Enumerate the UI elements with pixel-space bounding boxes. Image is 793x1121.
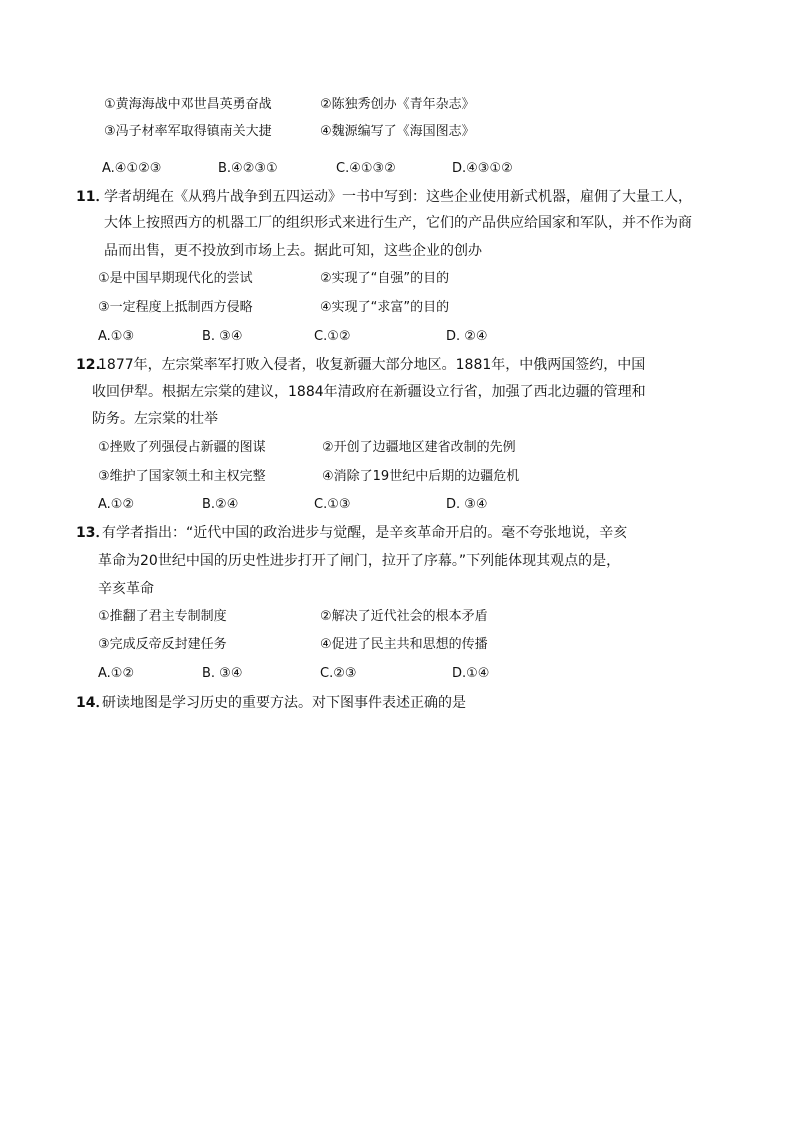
q10-statement-1: ①黄海海战中邓世昌英勇奋战 xyxy=(104,97,272,112)
q10-statement-3: ③冯子材率军取得镇南关大捷 xyxy=(104,124,272,139)
q10-choice-d: D.④③①② xyxy=(452,161,513,176)
q12-stem-line-2: 收回伊犁。根据左宗棠的建议，1884年清政府在新疆设立行省，加强了西北边疆的管理和 xyxy=(92,384,646,400)
q11-choice-c: C.①② xyxy=(314,329,351,344)
q11-choice-d: D. ②④ xyxy=(446,329,488,344)
q11-stem-line-2: 大体上按照西方的机器工厂的组织形式来进行生产，它们的产品供应给国家和军队，并不作为商 xyxy=(104,215,692,231)
q13-statement-4: ④促进了民主共和思想的传播 xyxy=(320,637,488,652)
q14-stem: 研读地图是学习历史的重要方法。对下图事件表述正确的是 xyxy=(102,695,466,711)
q11-choice-b: B. ③④ xyxy=(202,329,243,344)
q13-statement-2: ②解决了近代社会的根本矛盾 xyxy=(320,609,488,624)
q12-number: 12. xyxy=(76,357,101,373)
q13-statement-1: ①推翻了君主专制制度 xyxy=(98,609,227,624)
q12-statement-3: ③维护了国家领土和主权完整 xyxy=(98,469,266,484)
q12-statement-2: ②开创了边疆地区建省改制的先例 xyxy=(322,440,516,455)
q11-stem-line-3: 品而出售，更不投放到市场上去。据此可知，这些企业的创办 xyxy=(104,243,482,259)
q13-choice-c: C.②③ xyxy=(320,666,357,681)
q12-stem-line-1: 1877年，左宗棠率军打败入侵者，收复新疆大部分地区。1881年，中俄两国签约，中国 xyxy=(98,357,646,373)
q11-statement-3: ③一定程度上抵制西方侵略 xyxy=(98,300,253,315)
q13-choice-b: B. ③④ xyxy=(202,666,243,681)
q10-statement-4: ④魏源编写了《海国图志》 xyxy=(320,124,475,139)
q11-statement-2: ②实现了“自强”的目的 xyxy=(320,271,450,286)
q11-statement-4: ④实现了“求富”的目的 xyxy=(320,300,450,315)
q12-choice-d: D. ③④ xyxy=(446,497,488,512)
q12-choice-b: B.②④ xyxy=(202,497,239,512)
q10-choice-c: C.④①③② xyxy=(336,161,396,176)
q11-stem-line-1: 学者胡绳在《从鸦片战争到五四运动》一书中写到：这些企业使用新式机器，雇佣了大量工人， xyxy=(104,189,692,205)
q13-choice-a: A.①② xyxy=(98,666,135,681)
q10-choice-a: A.④①②③ xyxy=(102,161,162,176)
q12-choice-a: A.①② xyxy=(98,497,135,512)
q12-stem-line-3: 防务。左宗棠的壮举 xyxy=(92,411,218,427)
q11-statement-1: ①是中国早期现代化的尝试 xyxy=(98,271,253,286)
q13-stem-line-2: 革命为20世纪中国的历史性进步打开了闸门，拉开了序幕。”下列能体现其观点的是， xyxy=(98,553,621,569)
q12-statement-4: ④消除了19世纪中后期的边疆危机 xyxy=(322,469,520,484)
q13-number: 13． xyxy=(76,525,110,541)
q10-choice-b: B.④②③① xyxy=(218,161,278,176)
q12-choice-c: C.①③ xyxy=(314,497,351,512)
q10-statement-2: ②陈独秀创办《青年杂志》 xyxy=(320,97,475,112)
q13-stem-line-1: 有学者指出：“近代中国的政治进步与觉醒，是辛亥革命开启的。毫不夸张地说，辛亥 xyxy=(102,525,628,541)
q14-number: 14． xyxy=(76,695,110,711)
q13-stem-line-3: 辛亥革命 xyxy=(98,581,154,597)
q13-choice-d: D.①④ xyxy=(452,666,490,681)
q12-statement-1: ①挫败了列强侵占新疆的图谋 xyxy=(98,440,266,455)
q13-statement-3: ③完成反帝反封建任务 xyxy=(98,637,227,652)
q11-number: 11． xyxy=(76,189,110,205)
q11-choice-a: A.①③ xyxy=(98,329,135,344)
